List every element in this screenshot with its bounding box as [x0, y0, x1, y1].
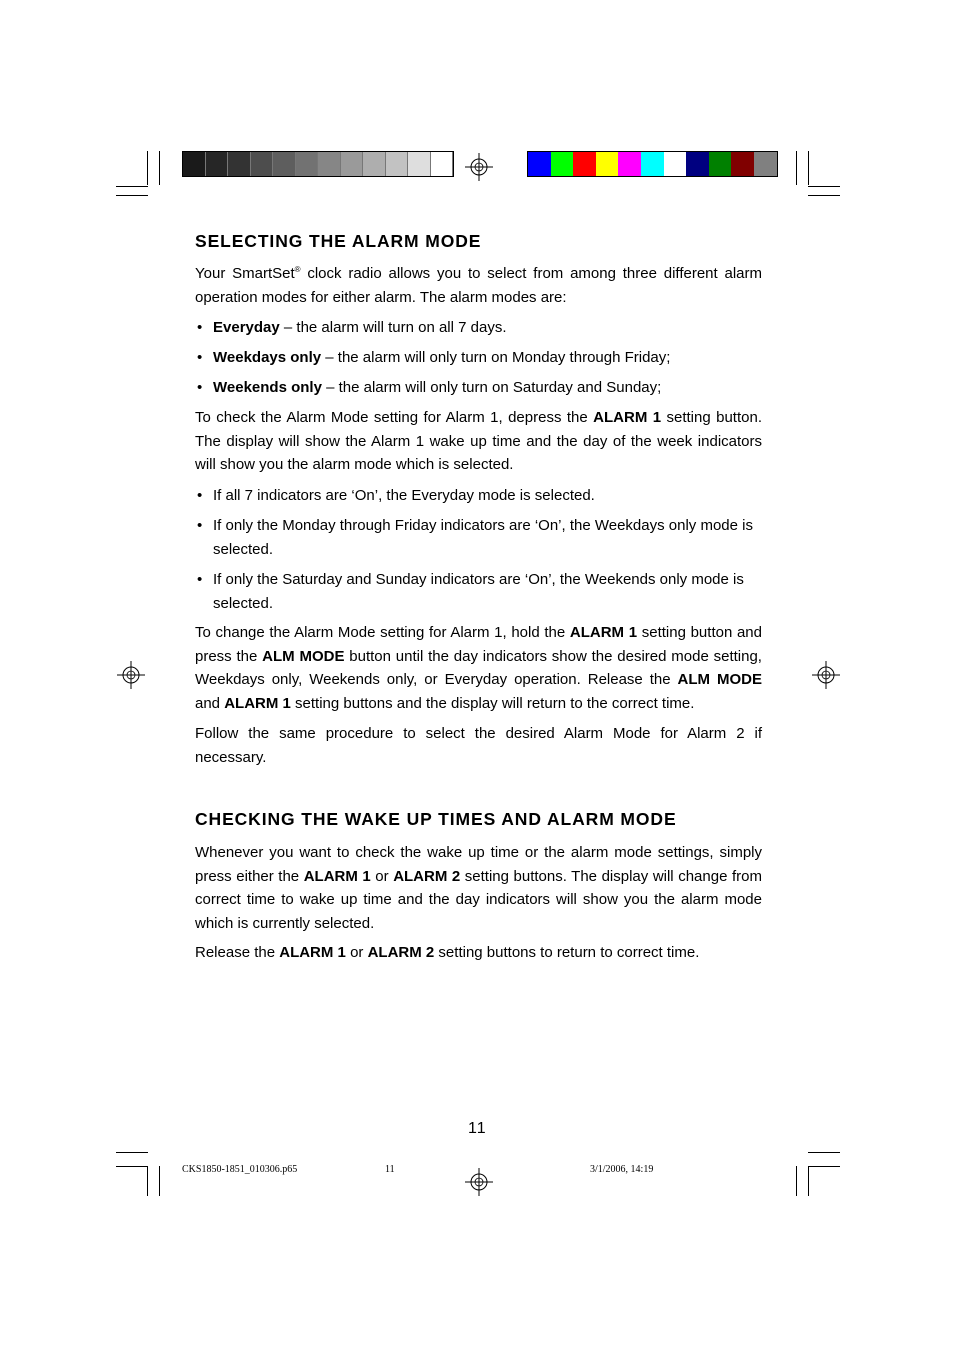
- crop-mark: [808, 1166, 809, 1196]
- gray-swatch: [408, 152, 431, 176]
- section-heading: SELECTING THE ALARM MODE: [195, 231, 482, 251]
- color-calibration-bar: [527, 151, 778, 177]
- list-item: • If only the Monday through Friday indicators are ‘On’, the Weekdays only mode is selected.: [197, 514, 762, 561]
- footer-date: 3/1/2006, 14:19: [590, 1164, 654, 1175]
- crop-mark: [159, 151, 160, 185]
- crop-mark: [808, 1152, 840, 1153]
- gray-swatch: [431, 152, 454, 176]
- list-item: • Weekends only – the alarm will only turn on Saturday and Sunday;: [197, 376, 762, 400]
- color-swatch: [551, 152, 574, 176]
- crop-mark: [159, 1166, 160, 1196]
- release-paragraph: Release the ALARM 1 or ALARM 2 setting buttons to return to correct time.: [195, 944, 700, 961]
- gray-swatch: [363, 152, 386, 176]
- color-swatch: [709, 152, 732, 176]
- gray-swatch: [206, 152, 229, 176]
- crop-mark: [147, 151, 148, 185]
- list-item: • If only the Saturday and Sunday indicators are ‘On’, the Weekends only mode is selected.: [197, 568, 762, 615]
- check-times-paragraph: Whenever you want to check the wake up time or the alarm mode settings, simply press either the ALARM 1 or ALARM 2 setting buttons. The display will change from correct time to wake up time and the day indicators will show you the alarm mode which is currently selected.: [195, 844, 762, 932]
- crop-mark: [796, 151, 797, 185]
- registration-mark-icon: [464, 1167, 494, 1197]
- crop-mark: [116, 186, 148, 187]
- bullet-icon: •: [197, 571, 203, 588]
- gray-swatch: [273, 152, 296, 176]
- registration-mark-icon: [464, 152, 494, 182]
- check-paragraph: To check the Alarm Mode setting for Alarm 1, depress the ALARM 1 setting button. The display will show the Alarm 1 wake up time and the day of the week indicators will show you the alarm mode which is selected.: [195, 409, 762, 473]
- registration-mark-icon: [116, 660, 146, 690]
- gray-swatch: [296, 152, 319, 176]
- color-swatch: [618, 152, 641, 176]
- crop-mark: [116, 1166, 148, 1167]
- bullet-icon: •: [197, 487, 203, 504]
- registration-mark-icon: [811, 660, 841, 690]
- list-item: • Weekdays only – the alarm will only turn on Monday through Friday;: [197, 346, 762, 370]
- gray-swatch: [386, 152, 409, 176]
- color-swatch: [528, 152, 551, 176]
- color-swatch: [596, 152, 619, 176]
- list-item: • If all 7 indicators are ‘On’, the Everyday mode is selected.: [197, 484, 762, 508]
- bullet-icon: •: [197, 319, 203, 336]
- crop-mark: [808, 195, 840, 196]
- color-swatch: [754, 152, 777, 176]
- crop-mark: [116, 195, 148, 196]
- color-swatch: [731, 152, 754, 176]
- crop-mark: [147, 1166, 148, 1196]
- bullet-icon: •: [197, 517, 203, 534]
- grayscale-calibration-bar: [182, 151, 454, 177]
- color-swatch: [641, 152, 664, 176]
- gray-swatch: [183, 152, 206, 176]
- intro-paragraph: Your SmartSet® clock radio allows you to select from among three different alarm operation modes for either alarm. The alarm modes are:: [195, 265, 763, 306]
- footer-filename: CKS1850-1851_010306.p65: [182, 1164, 298, 1175]
- crop-mark: [808, 151, 809, 185]
- crop-mark: [796, 1166, 797, 1196]
- gray-swatch: [341, 152, 364, 176]
- gray-swatch: [228, 152, 251, 176]
- list-item: • Everyday – the alarm will turn on all 7 days.: [197, 316, 762, 340]
- section-heading: CHECKING THE WAKE UP TIMES AND ALARM MODE: [195, 809, 677, 829]
- change-paragraph: To change the Alarm Mode setting for Alarm 1, hold the ALARM 1 setting button and press the ALM MODE button until the day indicators show the desired mode setting, Weekdays only, Weekends only, or Everyday operation. Release the ALM MODE and ALARM 1 setting buttons and the display will return to the correct time.: [195, 624, 762, 712]
- crop-mark: [808, 186, 840, 187]
- bullet-icon: •: [197, 379, 203, 396]
- color-swatch: [664, 152, 687, 176]
- gray-swatch: [318, 152, 341, 176]
- footer-page: 11: [385, 1164, 395, 1175]
- gray-swatch: [251, 152, 274, 176]
- follow-paragraph: Follow the same procedure to select the desired Alarm Mode for Alarm 2 if necessary.: [195, 725, 762, 766]
- page-number: 11: [468, 1120, 487, 1137]
- crop-mark: [116, 1152, 148, 1153]
- color-swatch: [686, 152, 709, 176]
- bullet-icon: •: [197, 349, 203, 366]
- color-swatch: [573, 152, 596, 176]
- crop-mark: [808, 1166, 840, 1167]
